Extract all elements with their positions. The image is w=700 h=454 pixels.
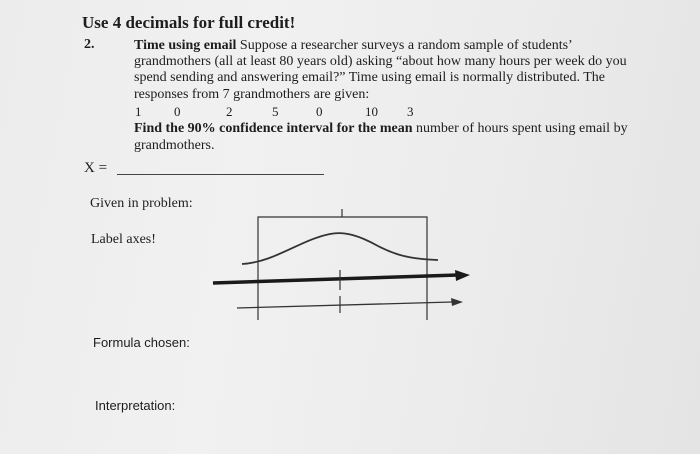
question-title: Time using email	[134, 38, 237, 53]
question-line-2: grandmothers (all at least 80 years old) asking “about how many hours per week do you	[134, 54, 627, 69]
question-line-4: responses from 7 grandmothers are given:	[134, 87, 370, 102]
sample-mean-axis	[213, 275, 458, 283]
x-variable-label: X =	[84, 160, 108, 176]
data-value: 3	[407, 104, 414, 119]
z-axis	[237, 302, 452, 308]
data-value: 5	[272, 104, 279, 119]
find-bold-text: Find the 90% confidence interval for the mean	[134, 121, 413, 136]
data-value: 10	[365, 104, 378, 119]
interpretation-prompt: Interpretation:	[95, 398, 176, 413]
data-value: 0	[316, 104, 323, 119]
find-line-2: grandmothers.	[134, 138, 215, 153]
question-line-3: spend sending and answering email?” Time using email is normally distributed. The	[134, 70, 606, 85]
question-text-1: Suppose a researcher surveys a random sample of students’	[239, 38, 573, 53]
worksheet-heading: Use 4 decimals for full credit!	[82, 13, 296, 32]
sample-mean-axis-arrowhead	[455, 270, 470, 281]
label-axes-prompt: Label axes!	[91, 232, 156, 247]
question-number: 2.	[84, 37, 95, 52]
bell-curve	[242, 233, 438, 264]
formula-prompt: Formula chosen:	[93, 335, 190, 350]
z-axis-arrowhead	[451, 298, 463, 306]
find-rest-text: number of hours spent using email by	[416, 121, 628, 136]
data-value: 0	[174, 104, 181, 119]
given-prompt: Given in problem:	[90, 196, 193, 211]
data-value: 1	[135, 104, 142, 119]
data-value: 2	[226, 104, 233, 119]
